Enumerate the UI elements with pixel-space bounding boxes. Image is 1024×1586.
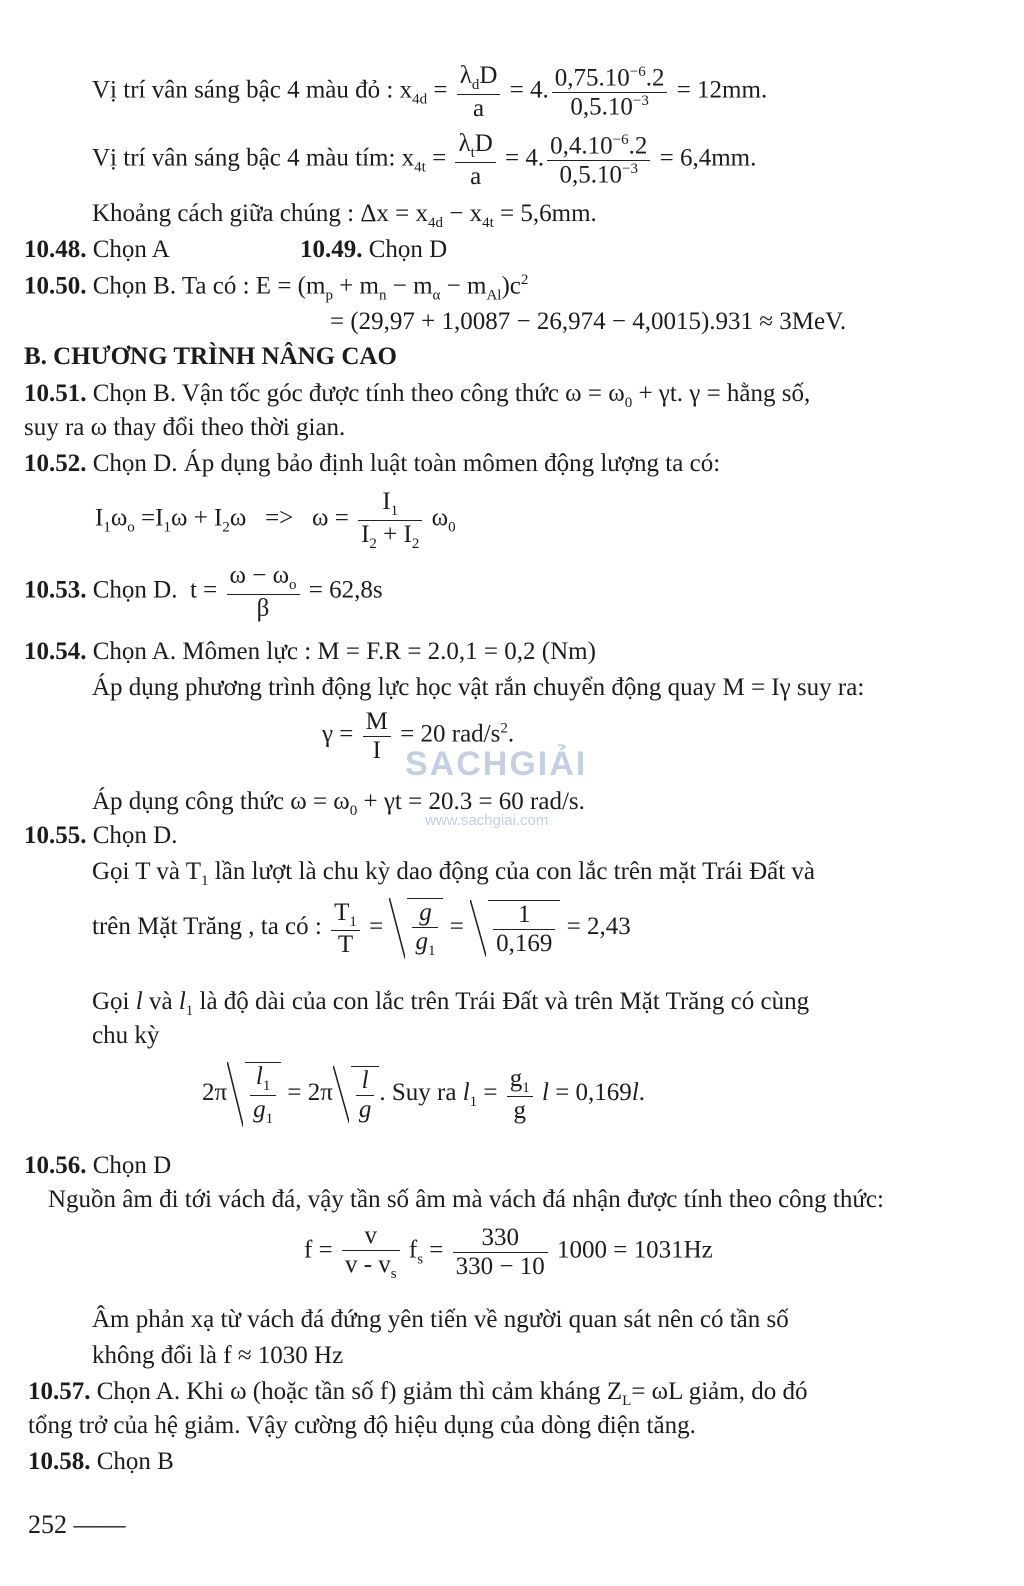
answer-10-55-d (92, 1022, 159, 1050)
watermark-logo: SACHGIẢI (405, 745, 588, 783)
answer-10-54 (24, 638, 596, 666)
answer-10-54-b (92, 674, 864, 702)
text: Chọn D (86, 1152, 172, 1179)
answer-10-52 (24, 450, 720, 478)
answer-10-56-a (48, 1186, 884, 1214)
label: 10.52. (24, 450, 87, 477)
sqrt: $\frac{l_1}{g_1}$ (227, 1062, 281, 1127)
text: Gọi T và T (92, 858, 202, 885)
sqrt: $\frac{1}{0,169}$ (470, 900, 560, 957)
answer-10-56-c (92, 1306, 789, 1334)
text: Chọn B. Vận tốc góc được tính theo công thức ω = ω (86, 380, 625, 407)
text: không đổi là f ≈ 1030 Hz (92, 1342, 344, 1369)
answer-10-51-b (24, 414, 345, 442)
text: = (29,97 + 1,0087 − 26,974 − 4,0015).931 ≈ 3MeV. (330, 308, 847, 335)
sqrt: $\frac{g}{g_1}$ (389, 898, 443, 959)
text: Chọn B (90, 1448, 174, 1475)
fraction: $\frac{I_1}{I_2 + I_2}$ (358, 488, 422, 552)
page-number: 252 —— (28, 1510, 126, 1539)
formula-10-55-a: trên Mặt Trăng , ta có : $\frac{T_1}{T}$ = $\frac{g}{g_1}$ = $\frac{1}{0,169}$ = 2,43 (92, 898, 631, 959)
formula-10-56: f = $\frac{v}{v - v_s}$ $f_s$ = $\frac{330}{330 - 10}$ 1000 = 1031Hz (304, 1222, 713, 1282)
label: 10.50. (24, 272, 87, 300)
watermark-url: www.sachgiai.com (425, 812, 549, 829)
answer-10-53: 10.53. Chọn D. t = $\frac{\omega - \omega_o}{\beta}$ = 62,8s (24, 562, 383, 622)
text: Gọi (92, 988, 130, 1015)
answer-10-58 (28, 1448, 174, 1476)
text: Khoảng cách giữa chúng : Δx = x (92, 200, 428, 227)
answer-10-51: 10.51. Chọn B. Vận tốc góc được tính theo công thức $\omega = \omega_0 + \gamma t$. γ = hằng số, (24, 380, 811, 411)
fraction: $\frac{T_1}{T}$ (331, 899, 360, 959)
answer-10-57-b (28, 1412, 696, 1440)
text: Vị trí vân sáng bậc 4 màu đỏ : x (92, 76, 413, 104)
line-red-fringe: Vị trí vân sáng bậc 4 màu đỏ : $x_{4d}$ = $\frac{\lambda_dD}{a}$ = 4. $\frac{0,75.10^{-6}.2}{0,5.10^{-3}}$ = 12mm. (92, 62, 768, 122)
answer-10-54-d: Áp dụng công thức $\omega = \omega_0 + \gamma t = 20.3 = 60$ rad/s. (92, 788, 585, 819)
label: 10.53. (24, 576, 87, 604)
answer-10-56-d (92, 1342, 343, 1370)
fraction: $\frac{\omega - \omega_o}{\beta}$ (227, 562, 300, 622)
label: 10.56. (24, 1152, 87, 1179)
fraction: $\frac{0,4.10^{-6}.2}{0,5.10^{-3}}$ (547, 132, 650, 189)
page-number-text: 252 (28, 1510, 67, 1539)
answer-10-48 (24, 236, 170, 264)
text: Chọn A. Khi ω (hoặc tần số f) giảm thì cảm kháng Z (90, 1378, 623, 1405)
fraction: $\frac{330}{330 - 10}$ (453, 1224, 548, 1280)
section-heading (24, 343, 397, 371)
label: 10.54. (24, 638, 87, 665)
text: Chọn A (86, 236, 170, 263)
answer-10-55-c: Gọi l và $l_1$ là độ dài của con lắc trên Trái Đất và trên Mặt Trăng có cùng (92, 988, 810, 1019)
text: B. CHƯƠNG TRÌNH NÂNG CAO (24, 343, 397, 370)
text: Nguồn âm đi tới vách đá, vậy tần số âm mà vách đá nhận được tính theo công thức: (48, 1186, 884, 1213)
label: 10.48. (24, 236, 87, 263)
fraction: $\frac{\lambda_dD}{a}$ (457, 62, 501, 122)
sqrt: $\frac{l}{g}$ (333, 1066, 380, 1123)
text: suy ra ω thay đổi theo thời gian. (24, 414, 346, 441)
label: 10.55. (24, 822, 87, 849)
formula-10-54: γ = $\frac{M}{I}$ = 20 rad/$s^2$. (322, 708, 515, 764)
answer-10-55 (24, 822, 177, 850)
fraction: $\frac{\lambda_tD}{a}$ (455, 130, 495, 190)
label: 10.49. (300, 236, 363, 263)
text: Chọn D. (86, 822, 178, 849)
answer-10-49 (300, 236, 447, 264)
answer-10-50: 10.50. Chọn B. Ta có : $E = (m_p + m_n - m_\alpha - m_{Al})c^2$ (24, 272, 529, 304)
text: Chọn D. (86, 576, 178, 604)
text: Chọn D (362, 236, 448, 263)
text: Chọn D. Áp dụng bảo định luật toàn mômen động lượng ta có: (86, 450, 721, 477)
fraction: $\frac{g_1}{g}$ (507, 1065, 533, 1125)
fraction: $\frac{0,75.10^{-6}.2}{0,5.10^{-3}}$ (552, 64, 668, 121)
text: chu kỳ (92, 1022, 160, 1049)
formula-10-55-b: 2π $\frac{l_1}{g_1}$ = 2π $\frac{l}{g}$ . Suy ra $l_1$ = $\frac{g_1}{g}$ l = 0,169l. (202, 1063, 646, 1127)
text: Áp dụng phương trình động lực học vật rắn chuyển động quay M = Iγ suy ra: (92, 674, 865, 701)
fraction: $\frac{v}{v - v_s}$ (342, 1222, 400, 1282)
label: 10.58. (28, 1448, 91, 1475)
line-violet-fringe: Vị trí vân sáng bậc 4 màu tím: $x_{4t}$ = $\frac{\lambda_tD}{a}$ = 4. $\frac{0,4.10^{-6}.2}{0,5.10^{-3}}$ = 6,4mm. (92, 130, 757, 190)
answer-10-56 (24, 1152, 171, 1180)
label: 10.57. (28, 1378, 91, 1405)
text: Chọn B. Ta có : E = (m (86, 272, 326, 300)
fraction: $\frac{M}{I}$ (363, 708, 391, 764)
answer-10-55-a: Gọi T và $T_1$ lần lượt là chu kỳ dao động của con lắc trên mặt Trái Đất và (92, 858, 816, 889)
text: Vị trí vân sáng bậc 4 màu tím: x (92, 144, 415, 172)
text: Chọn A. Mômen lực : M = F.R = 2.0,1 = 0,2 (Nm) (86, 638, 596, 665)
text: tổng trở của hệ giảm. Vậy cường độ hiệu dụng của dòng điện tăng. (28, 1412, 696, 1439)
text: Âm phản xạ từ vách đá đứng yên tiến về người quan sát nên có tần số (92, 1306, 789, 1333)
text: Áp dụng công thức ω = ω (92, 788, 350, 815)
formula-10-52: $I_1\omega_o =I_1\omega + I_2\omega => \omega$ = $\frac{I_1}{I_2 + I_2}$ $\omega_0$ (95, 488, 456, 552)
answer-10-50-calc (330, 308, 846, 336)
line-distance: Khoảng cách giữa chúng : $\Delta x = x_{4d} - x_{4t} = 5,6mm$. (92, 200, 597, 231)
label: 10.51. (24, 380, 87, 407)
answer-10-57: 10.57. Chọn A. Khi ω (hoặc tần số f) giảm thì cảm kháng $Z_L= \omega L$ giảm, do đó (28, 1378, 808, 1409)
